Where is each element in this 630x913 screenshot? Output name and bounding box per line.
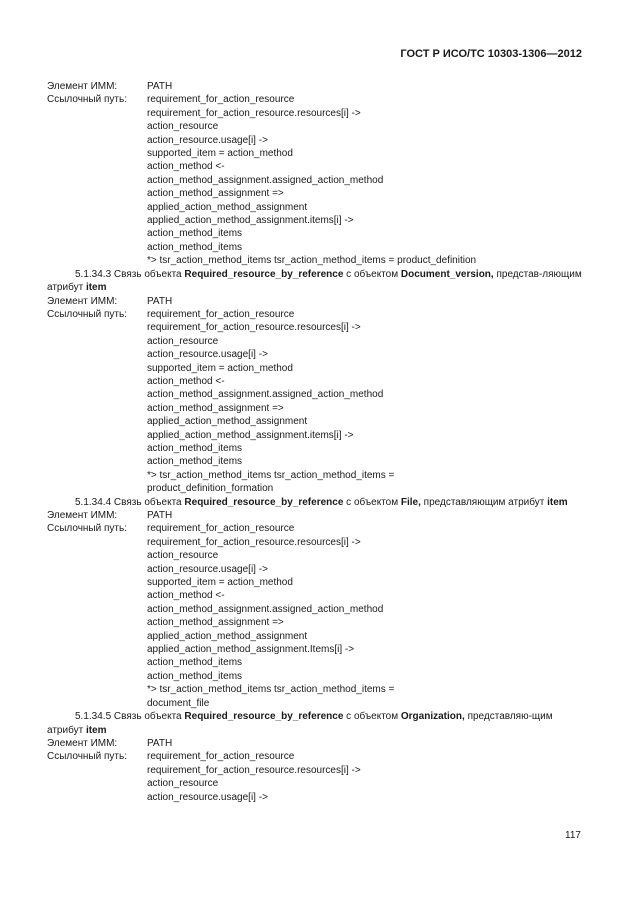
path-line: action_method <- bbox=[147, 590, 225, 602]
path-line: action_method_assignment.assigned_action_method bbox=[147, 603, 384, 615]
element-label: Элемент ИММ: bbox=[47, 81, 118, 92]
element-label: Элемент ИММ: bbox=[47, 510, 118, 521]
intro-text: представляющим атрибут bbox=[420, 496, 548, 508]
path-line: action_resource.usage[i] -> bbox=[147, 349, 268, 361]
section-paragraph bbox=[47, 268, 587, 295]
attribute-name: item bbox=[547, 496, 568, 508]
path-line: action_resource.usage[i] -> bbox=[147, 563, 268, 575]
element-value: PATH bbox=[147, 510, 173, 521]
path-line: applied_action_method_assignment bbox=[147, 416, 308, 428]
path-row bbox=[47, 750, 587, 804]
entity-name: Document_version, bbox=[400, 268, 494, 280]
intro-text: 5.1.34.3 Связь объекта bbox=[75, 268, 185, 280]
element-value: PATH bbox=[147, 295, 173, 307]
path-line: action_resource.usage[i] -> bbox=[147, 791, 268, 803]
entity-name: Required_resource_by_reference bbox=[184, 711, 344, 723]
path-line: *> tsr_action_method_items tsr_action_method_items = bbox=[147, 684, 395, 696]
path-line: requirement_for_action_resource.resources[i] -> bbox=[147, 764, 361, 776]
intro-text: с объектом bbox=[343, 268, 401, 280]
path-line: applied_action_method_assignment bbox=[147, 201, 308, 213]
element-value: PATH bbox=[147, 81, 173, 92]
path-line: action_method_assignment => bbox=[147, 617, 284, 629]
path-line: requirement_for_action_resource.resources[i] -> bbox=[147, 107, 361, 119]
intro-text: представляю-щим атрибут bbox=[47, 711, 553, 736]
path-line: action_method_items bbox=[147, 456, 243, 468]
path-line: requirement_for_action_resource.resources[i] -> bbox=[147, 322, 361, 334]
section-paragraph bbox=[47, 496, 587, 509]
element-label: Элемент ИММ: bbox=[47, 295, 118, 307]
page-number: 117 bbox=[565, 830, 581, 841]
path-line: action_method_items bbox=[147, 657, 243, 669]
path-line: action_method_items bbox=[147, 670, 243, 682]
attribute-name: item bbox=[85, 724, 107, 736]
element-row bbox=[47, 80, 587, 93]
intro-text: с объектом bbox=[343, 711, 401, 723]
path-line: requirement_for_action_resource bbox=[147, 523, 295, 535]
path-label: Ссылочный путь: bbox=[47, 94, 127, 106]
page-content bbox=[47, 80, 587, 804]
path-line: action_resource bbox=[147, 550, 219, 562]
entity-name: Required_resource_by_reference bbox=[184, 496, 344, 508]
path-line: *> tsr_action_method_items tsr_action_method_items = bbox=[147, 469, 395, 481]
element-row bbox=[47, 509, 587, 522]
path-line: action_method_assignment => bbox=[147, 402, 284, 414]
path-line: supported_item = action_method bbox=[147, 148, 293, 160]
path-line: action_method_items bbox=[147, 228, 243, 240]
path-row bbox=[47, 522, 587, 710]
path-label: Ссылочный путь: bbox=[47, 751, 127, 763]
path-line: action_method_assignment.assigned_action_method bbox=[147, 174, 384, 186]
path-lines bbox=[147, 93, 476, 267]
path-line: *> tsr_action_method_items tsr_action_method_items = product_definition bbox=[147, 255, 477, 267]
intro-text: представ-ляющим атрибут bbox=[47, 268, 582, 294]
path-lines bbox=[147, 750, 361, 804]
path-line: action_resource bbox=[147, 778, 219, 790]
path-line: requirement_for_action_resource bbox=[147, 751, 295, 763]
path-line: action_resource bbox=[147, 335, 219, 347]
path-row bbox=[47, 93, 587, 267]
intro-text: 5.1.34.5 Связь объекта bbox=[75, 711, 185, 723]
path-line: action_method <- bbox=[147, 161, 225, 173]
path-line: requirement_for_action_resource bbox=[147, 308, 295, 320]
path-line: action_method_assignment => bbox=[147, 188, 284, 200]
path-line: action_method_items bbox=[147, 442, 243, 454]
path-row bbox=[47, 308, 587, 496]
path-line: document_file bbox=[147, 697, 210, 709]
path-line: requirement_for_action_resource.resources[i] -> bbox=[147, 536, 361, 548]
path-lines bbox=[147, 522, 394, 710]
entity-name: Required_resource_by_reference bbox=[184, 268, 344, 280]
path-line: product_definition_formation bbox=[147, 483, 274, 495]
path-line: action_method <- bbox=[147, 375, 225, 387]
path-label: Ссылочный путь: bbox=[47, 308, 127, 320]
path-label: Ссылочный путь: bbox=[47, 523, 127, 535]
section-paragraph bbox=[47, 710, 587, 737]
element-row bbox=[47, 295, 587, 308]
path-line: action_resource.usage[i] -> bbox=[147, 134, 268, 146]
document-header: ГОСТ Р ИСО/ТС 10303-1306—2012 bbox=[400, 48, 582, 60]
path-line: supported_item = action_method bbox=[147, 577, 293, 589]
path-line: requirement_for_action_resource bbox=[147, 94, 295, 106]
path-line: supported_item = action_method bbox=[147, 362, 293, 374]
path-line: applied_action_method_assignment bbox=[147, 630, 308, 642]
attribute-name: item bbox=[85, 282, 107, 294]
path-line: action_resource bbox=[147, 121, 219, 133]
element-label: Элемент ИММ: bbox=[47, 737, 118, 749]
intro-text: 5.1.34.4 Связь объекта bbox=[75, 496, 185, 508]
path-line: action_method_assignment.assigned_action_method bbox=[147, 389, 384, 401]
path-line: applied_action_method_assignment.Items[i] -> bbox=[147, 644, 355, 656]
path-line: applied_action_method_assignment.items[i] -> bbox=[147, 429, 354, 441]
path-line: action_method_items bbox=[147, 241, 243, 253]
path-line: applied_action_method_assignment.items[i] -> bbox=[147, 215, 354, 227]
entity-name: Organization, bbox=[400, 711, 465, 723]
entity-name: File, bbox=[400, 496, 421, 508]
element-value: PATH bbox=[147, 737, 173, 749]
intro-text: с объектом bbox=[343, 496, 401, 508]
path-lines bbox=[147, 308, 394, 496]
element-row bbox=[47, 737, 587, 750]
